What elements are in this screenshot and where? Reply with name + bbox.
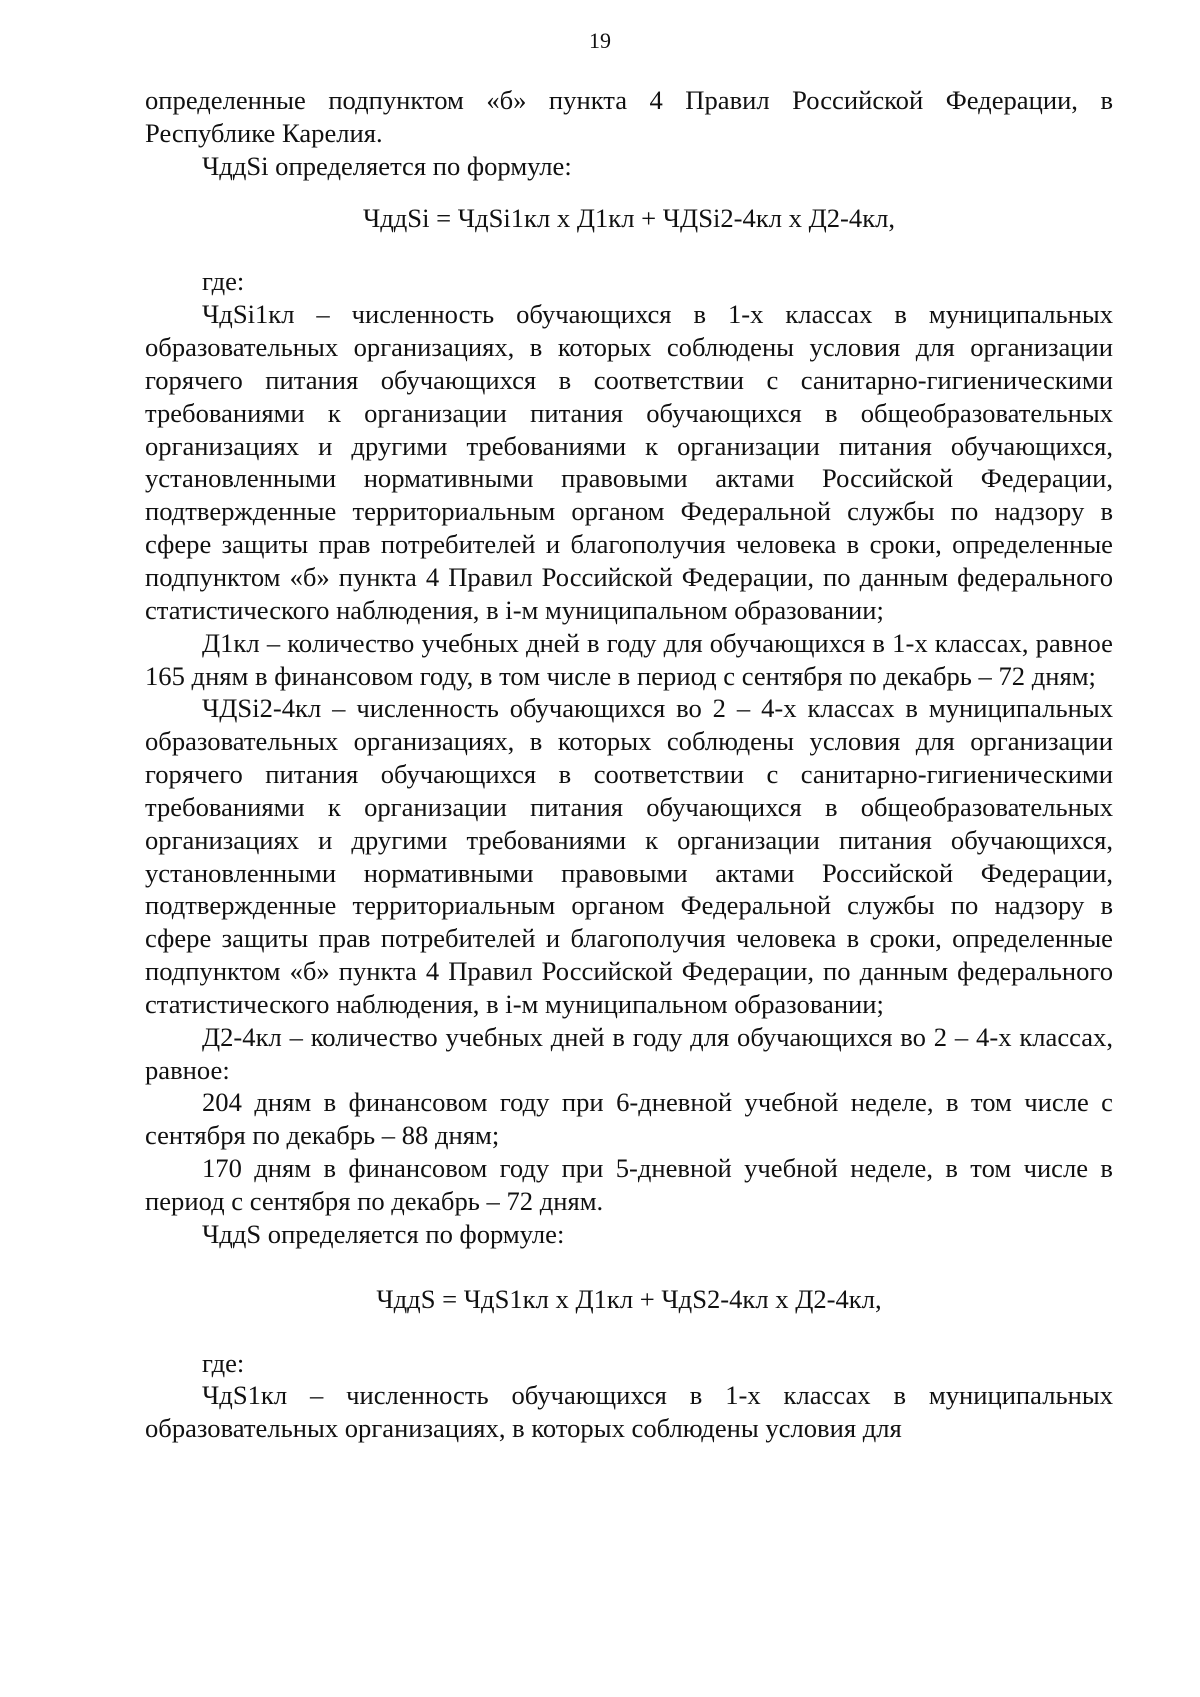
formula-chdds: ЧддS = ЧдS1кл х Д1кл + ЧдS2-4кл х Д2-4кл, [376,1283,882,1314]
formula-intro-chdds: ЧддS определяется по формуле: [202,1218,565,1249]
definition-chdsi2-4kl: ЧДSi2-4кл – численность обучающихся во 2 – 4-х классах в муниципальных образовательных организациях, в которых соблюдены условия для организации горячего питания обучающихся в соответствии с санитарно-гигиеническими требованиями к организации питания обучающихся в общеобразовательных организациях и другими требованиями к организации питания обучающихся, установленными нормативными правовыми актами Российской Федерации, подтвержденные территориальным органом Федеральной службы по надзору в сфере защиты прав потребителей и благополучия человека в сроки, определенные подпунктом «б» пункта 4 Правил Российской Федерации, по данным федерального статистического наблюдения, в i-м муниципальном образовании; [145,693,1113,1019]
where-label-2: где: [202,1347,245,1378]
page-number: 19 [589,28,611,53]
days-six-day-week: 204 дням в финансовом году при 6-дневной учебной неделе, в том числе с сентября по декабрь – 88 дням; [145,1087,1113,1151]
where-label: где: [202,266,245,297]
definition-chdsi1kl: ЧдSi1кл – численность обучающихся в 1-х классах в муниципальных образовательных организациях, в которых соблюдены условия для организации горячего питания обучающихся в соответствии с санитарно-гигиеническими требованиями к организации питания обучающихся в общеобразовательных организациях и другими требованиями к организации питания обучающихся, установленными нормативными правовыми актами Российской Федерации, подтвержденные территориальным органом Федеральной службы по надзору в сфере защиты прав потребителей и благополучия человека в сроки, определенные подпунктом «б» пункта 4 Правил Российской Федерации, по данным федерального статистического наблюдения, в i-м муниципальном образовании; [145,299,1113,625]
definition-chds1kl: ЧдS1кл – численность обучающихся в 1-х классах в муниципальных образовательных организациях, в которых соблюдены условия для [145,1380,1113,1444]
formula-intro-chddsi: ЧддSi определяется по формуле: [202,150,572,181]
definition-d1kl: Д1кл – количество учебных дней в году для обучающихся в 1-х классах, равное 165 дням в финансовом году, в том числе в период с сентября по декабрь – 72 дням; [145,627,1113,691]
days-five-day-week: 170 дням в финансовом году при 5-дневной учебной неделе, в том числе в период с сентября по декабрь – 72 дням. [145,1153,1113,1216]
paragraph-continuation: определенные подпунктом «б» пункта 4 Правил Российской Федерации, в Республике Карелия. [145,85,1113,148]
document-body [145,84,1113,1445]
formula-chddsi: ЧддSi = ЧдSi1кл х Д1кл + ЧДSi2-4кл х Д2-4кл, [362,202,896,233]
definition-d2-4kl: Д2-4кл – количество учебных дней в году для обучающихся во 2 – 4-х классах, равное: [145,1021,1113,1085]
